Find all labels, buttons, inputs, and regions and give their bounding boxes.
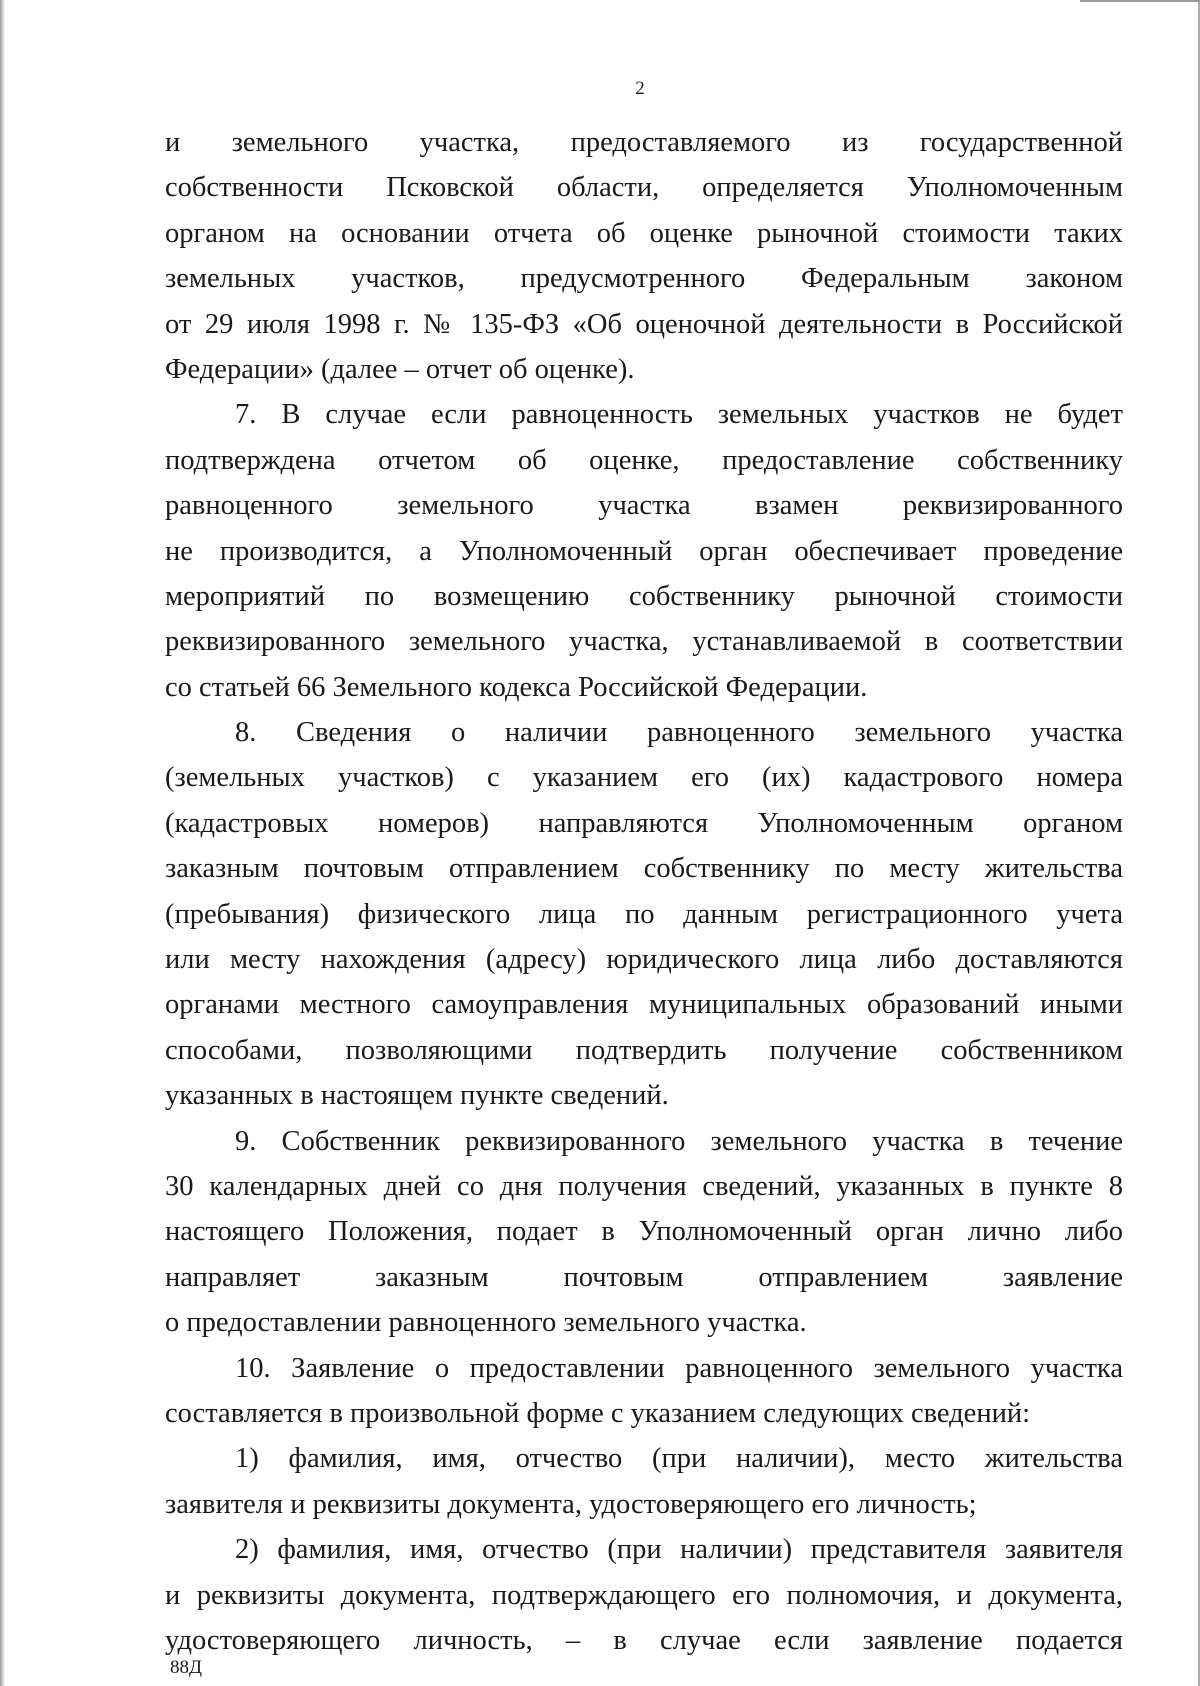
scan-edge-left [0, 0, 5, 1686]
paragraph-end-line: указанных в настоящем пункте сведений. [165, 1080, 669, 1112]
text-line: (пребывания) физического лица по данным регистрационного учета [165, 898, 1123, 930]
text-line: от 29 июля 1998 г. № 135-ФЗ «Об оценочной деятельности в Российской [165, 308, 1123, 340]
text-line: равноценного земельного участка взамен реквизированного [165, 490, 1123, 522]
paragraph-9-start: 9. Собственник реквизированного земельного участка в течение [235, 1125, 1123, 1157]
page-number: 2 [635, 78, 645, 99]
text-line: мероприятий по возмещению собственнику рыночной стоимости [165, 580, 1123, 612]
list-item-2-start: 2) фамилия, имя, отчество (при наличии) представителя заявителя [235, 1534, 1123, 1566]
list-item-end-line: заявителя и реквизиты документа, удостоверяющего его личность; [165, 1488, 977, 1520]
text-line: настоящего Положения, подает в Уполномоченный орган лично либо [165, 1216, 1123, 1248]
paragraph-10-start: 10. Заявление о предоставлении равноценного земельного участка [235, 1352, 1123, 1384]
text-line: 30 календарных дней со дня получения сведений, указанных в пункте 8 [165, 1170, 1123, 1202]
text-line: (кадастровых номеров) направляются Уполномоченным органом [165, 807, 1123, 839]
paragraph-end-line: составляется в произвольной форме с указанием следующих сведений: [165, 1397, 1030, 1429]
text-line: или месту нахождения (адресу) юридического лица либо доставляются [165, 944, 1123, 976]
text-line: органом на основании отчета об оценке рыночной стоимости таких [165, 217, 1123, 249]
text-line: и земельного участка, предоставляемого из государственной [165, 127, 1123, 158]
text-line: направляет заказным почтовым отправлением заявление [165, 1261, 1123, 1293]
text-line: органами местного самоуправления муниципальных образований иными [165, 989, 1123, 1021]
paragraph-7-start: 7. В случае если равноценность земельных участков не будет [235, 399, 1123, 431]
text-line: (земельных участков) с указанием его (их) кадастрового номера [165, 762, 1123, 794]
text-line: земельных участков, предусмотренного Федеральным законом [165, 263, 1123, 295]
text-line: не производится, а Уполномоченный орган обеспечивает проведение [165, 535, 1123, 567]
paragraph-end-line: со статьей 66 Земельного кодекса Российской Федерации. [165, 671, 868, 703]
text-line: реквизированного земельного участка, устанавливаемой в соответствии [165, 626, 1123, 658]
text-line: способами, позволяющими подтвердить получение собственником [165, 1034, 1123, 1066]
paragraph-end-line: Федерации» (далее – отчет об оценке). [165, 353, 635, 385]
list-item-1-start: 1) фамилия, имя, отчество (при наличии), место жительства [235, 1443, 1123, 1475]
text-line: удостоверяющего личность, – в случае если заявление подается [165, 1624, 1123, 1656]
paragraph-8-start: 8. Сведения о наличии равноценного земельного участка [235, 717, 1123, 749]
text-line: и реквизиты документа, подтверждающего его полномочия, и документа, [165, 1579, 1123, 1611]
text-line: собственности Псковской области, определяется Уполномоченным [165, 172, 1123, 204]
scan-corner-mark [1080, 0, 1200, 2]
document-code: 88Д [170, 1657, 202, 1678]
document-body [165, 120, 1123, 1663]
text-line: заказным почтовым отправлением собственнику по месту жительства [165, 853, 1123, 885]
paragraph-end-line: о предоставлении равноценного земельного участка. [165, 1307, 807, 1339]
text-line: подтверждена отчетом об оценке, предоставление собственнику [165, 444, 1123, 476]
